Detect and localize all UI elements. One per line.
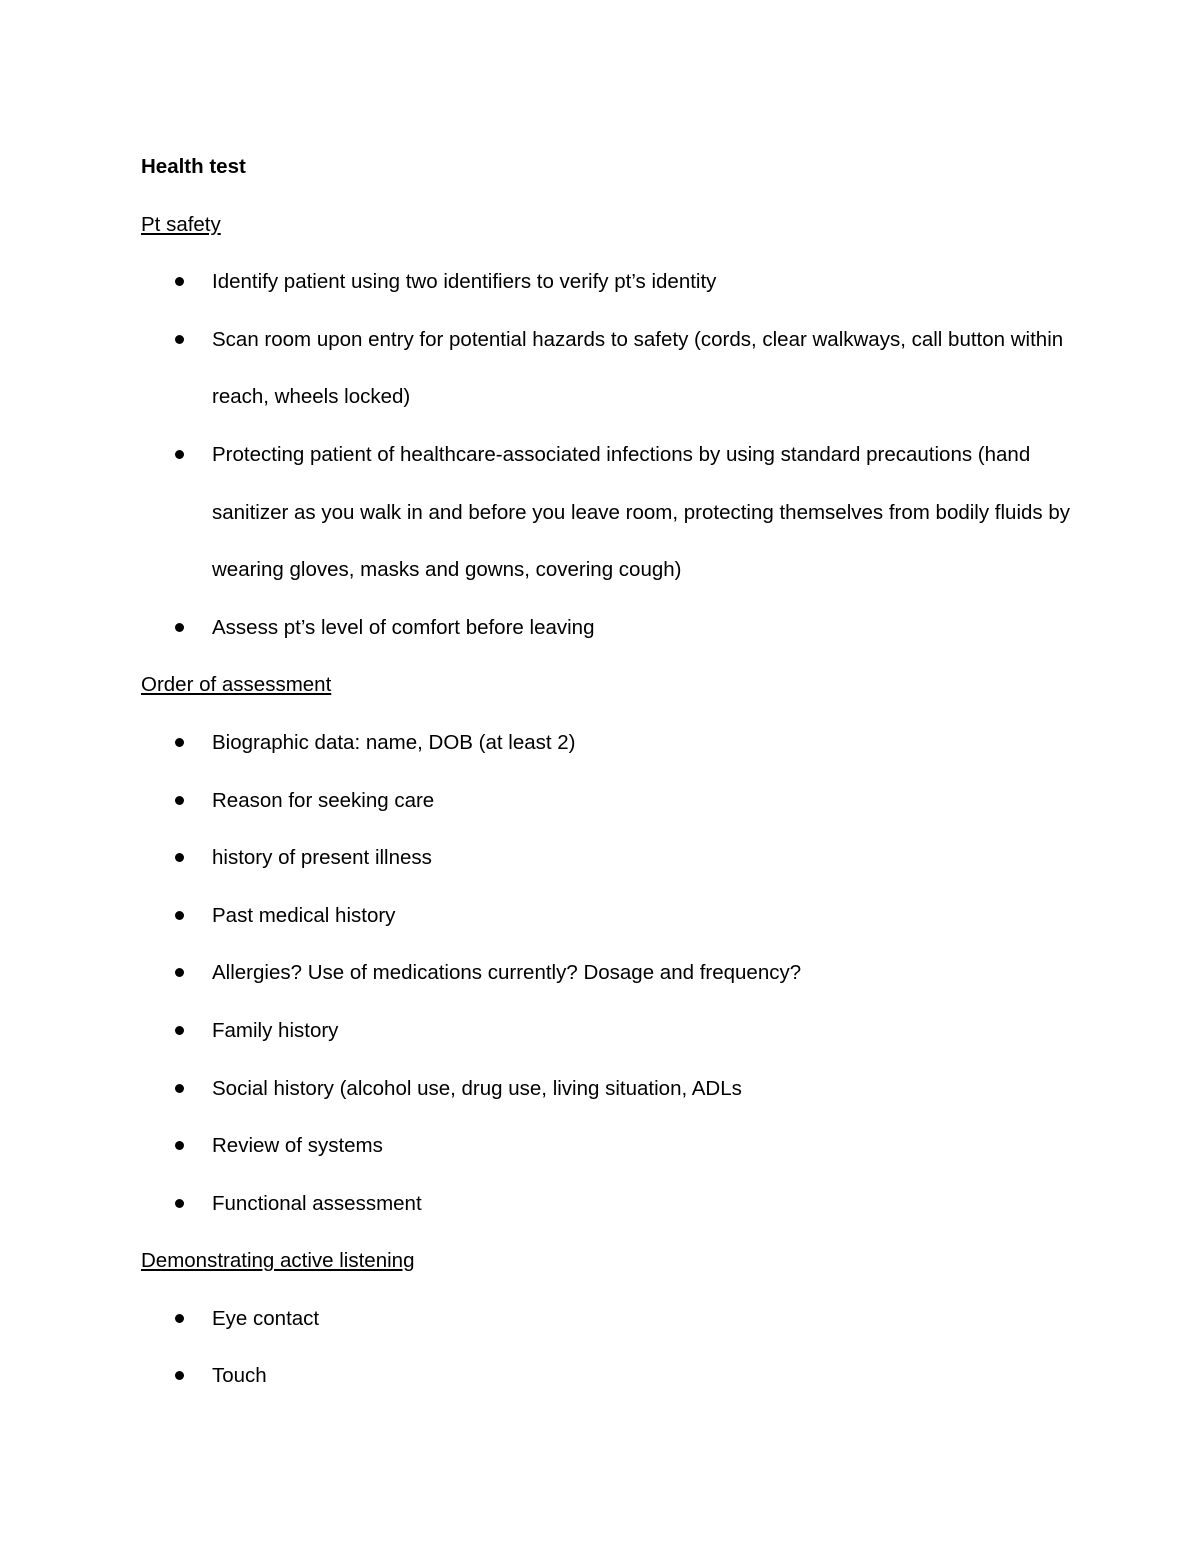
list-item-text: Biographic data: name, DOB (at least 2): [212, 730, 576, 754]
list-item-text: Family history: [212, 1018, 339, 1042]
bullet-icon: [175, 450, 184, 459]
bullet-icon: [175, 1026, 184, 1035]
list-item: [141, 1347, 1071, 1405]
list-item: [141, 1290, 1071, 1348]
list-item: [141, 714, 1071, 772]
section-heading-pt-safety: Pt safety: [141, 212, 221, 236]
section-heading-order-of-assessment: Order of assessment: [141, 673, 332, 697]
bullet-icon: [175, 1084, 184, 1093]
bullet-icon: [175, 1141, 184, 1150]
bullet-icon: [175, 277, 184, 286]
list-item: [141, 599, 1071, 657]
bullet-icon: [175, 623, 184, 632]
list-item: [141, 887, 1071, 945]
active-listening-list: [141, 1290, 1071, 1405]
bullet-icon: [175, 335, 184, 344]
list-item-text: Past medical history: [212, 903, 396, 927]
list-item-text: Functional assessment: [212, 1191, 422, 1215]
bullet-icon: [175, 853, 184, 862]
list-item: [141, 1060, 1071, 1118]
list-item-text: Protecting patient of healthcare-associated infections by using standard precautions (hand sanitizer as you walk in and before you leave room, protecting themselves from bodily fluids by wearing gloves, masks and gowns, covering cough): [212, 442, 1071, 582]
list-item-text: Scan room upon entry for potential hazards to safety (cords, clear walkways, call button within reach, wheels locked): [212, 327, 1064, 409]
pt-safety-list: [141, 253, 1071, 656]
bullet-icon: [175, 968, 184, 977]
list-item-text: Identify patient using two identifiers to verify pt’s identity: [212, 270, 717, 294]
list-item-text: Review of systems: [212, 1134, 383, 1158]
list-item-text: Reason for seeking care: [212, 788, 435, 812]
list-item: [141, 253, 1071, 311]
order-of-assessment-list: [141, 714, 1071, 1232]
list-item: [141, 944, 1071, 1002]
list-item: [141, 1117, 1071, 1175]
list-item-text: Allergies? Use of medications currently? Dosage and frequency?: [212, 961, 802, 985]
list-item: [141, 1002, 1071, 1060]
list-item: [141, 829, 1071, 887]
section-heading-active-listening: Demonstrating active listening: [141, 1249, 415, 1273]
document-title: Health test: [141, 155, 246, 178]
bullet-icon: [175, 1314, 184, 1323]
bullet-icon: [175, 796, 184, 805]
list-item-text: Social history (alcohol use, drug use, living situation, ADLs: [212, 1076, 742, 1100]
list-item-text: history of present illness: [212, 846, 432, 870]
list-item: [141, 1175, 1071, 1233]
bullet-icon: [175, 911, 184, 920]
list-item: [141, 311, 1071, 426]
list-item: [141, 426, 1071, 599]
bullet-icon: [175, 1199, 184, 1208]
list-item-text: Assess pt’s level of comfort before leaving: [212, 615, 595, 639]
list-item-text: Eye contact: [212, 1306, 320, 1330]
list-item-text: Touch: [212, 1364, 267, 1388]
bullet-icon: [175, 738, 184, 747]
list-item: [141, 772, 1071, 830]
document-body: [141, 138, 1071, 1405]
bullet-icon: [175, 1371, 184, 1380]
